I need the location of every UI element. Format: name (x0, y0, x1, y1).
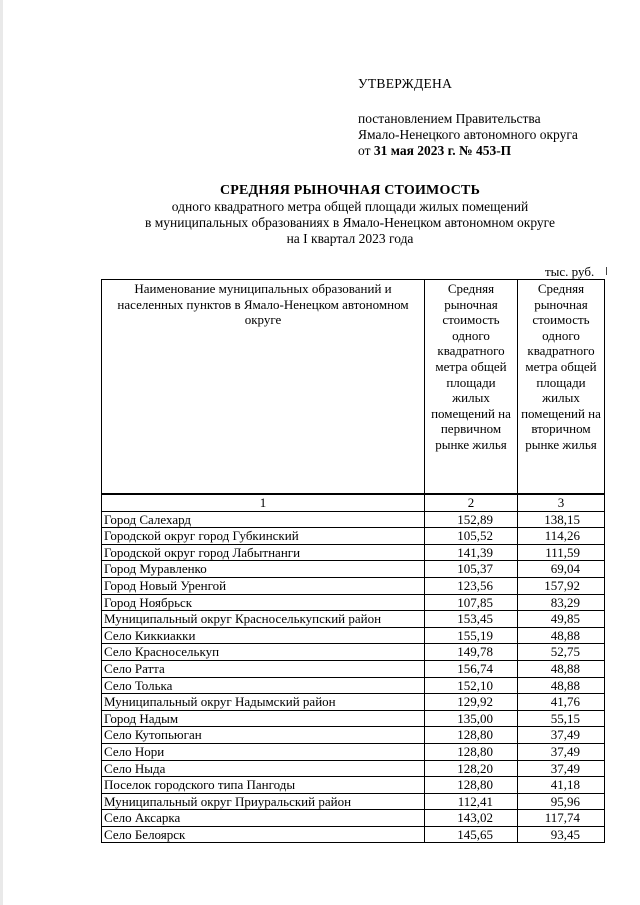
subtitle-line-2: в муниципальных образованиях в Ямало-Ненецком автономном округе (144, 215, 556, 230)
row-name: Село Кутопьюган (102, 727, 425, 744)
subtitle-line-1: одного квадратного метра общей площади жилых помещений (171, 199, 529, 214)
row-primary: 152,89 (425, 511, 518, 528)
table-row (102, 594, 605, 611)
table-row (102, 677, 605, 694)
row-secondary: 37,49 (518, 760, 605, 777)
table-row (102, 710, 605, 727)
row-primary: 135,00 (425, 710, 518, 727)
table-row (102, 777, 605, 794)
row-secondary: 117,74 (518, 810, 605, 827)
row-secondary: 48,88 (518, 677, 605, 694)
header-secondary: Средняя рыночная стоимость одного квадратного метра общей площади жилых помещений на вторичном рынке жилья (518, 280, 605, 495)
row-secondary: 52,75 (518, 644, 605, 661)
approval-line-2: Ямало-Ненецкого автономного округа (358, 127, 578, 142)
row-secondary: 157,92 (518, 577, 605, 594)
decree-line (358, 143, 578, 159)
price-table (101, 279, 605, 843)
approval-block (358, 76, 578, 159)
row-secondary: 37,49 (518, 743, 605, 760)
table-row (102, 627, 605, 644)
table-row (102, 561, 605, 578)
document-title: СРЕДНЯЯ РЫНОЧНАЯ СТОИМОСТЬ (219, 183, 481, 198)
table-row (102, 611, 605, 628)
row-secondary: 48,88 (518, 627, 605, 644)
row-name: Город Муравленко (102, 561, 425, 578)
table-row (102, 793, 605, 810)
units-label: тыс. руб. (545, 264, 595, 279)
table-row (102, 577, 605, 594)
row-primary: 155,19 (425, 627, 518, 644)
subtitle-line-3: на I квартал 2023 года (286, 231, 414, 246)
row-primary: 152,10 (425, 677, 518, 694)
row-primary: 129,92 (425, 694, 518, 711)
document-heading (100, 183, 600, 247)
row-secondary: 55,15 (518, 710, 605, 727)
approval-stamp: УТВЕРЖДЕНА (358, 76, 453, 91)
row-name: Город Ноябрьск (102, 594, 425, 611)
row-secondary: 111,59 (518, 544, 605, 561)
row-name: Село Ратта (102, 660, 425, 677)
row-primary: 123,56 (425, 577, 518, 594)
margin-mark (602, 267, 607, 275)
table-row (102, 511, 605, 528)
row-name: Город Салехард (102, 511, 425, 528)
row-secondary: 95,96 (518, 793, 605, 810)
row-secondary: 41,76 (518, 694, 605, 711)
row-secondary: 37,49 (518, 727, 605, 744)
row-secondary: 83,29 (518, 594, 605, 611)
table-row (102, 544, 605, 561)
row-name: Село Толька (102, 677, 425, 694)
row-primary: 153,45 (425, 611, 518, 628)
row-name: Город Надым (102, 710, 425, 727)
row-primary: 105,52 (425, 528, 518, 545)
row-primary: 149,78 (425, 644, 518, 661)
column-number: 3 (518, 494, 605, 511)
row-secondary: 41,18 (518, 777, 605, 794)
row-primary: 145,65 (425, 826, 518, 843)
table-row (102, 644, 605, 661)
row-secondary: 49,85 (518, 611, 605, 628)
row-primary: 112,41 (425, 793, 518, 810)
decree-date: 31 мая 2023 г. № 453-П (373, 143, 512, 158)
row-primary: 128,80 (425, 743, 518, 760)
row-primary: 128,80 (425, 727, 518, 744)
header-primary: Средняя рыночная стоимость одного квадратного метра общей площади жилых помещений на первичном рынке жилья (425, 280, 518, 495)
row-primary: 128,20 (425, 760, 518, 777)
row-secondary: 114,26 (518, 528, 605, 545)
row-primary: 141,39 (425, 544, 518, 561)
row-primary: 156,74 (425, 660, 518, 677)
decree-prefix: от (358, 143, 374, 158)
row-name: Село Аксарка (102, 810, 425, 827)
approval-line-1: постановлением Правительства (358, 111, 541, 126)
row-primary: 105,37 (425, 561, 518, 578)
table-row (102, 826, 605, 843)
table-header-row (102, 280, 605, 495)
table-row (102, 743, 605, 760)
row-name: Поселок городского типа Пангоды (102, 777, 425, 794)
column-number: 1 (102, 494, 425, 511)
row-name: Городской округ город Лабытнанги (102, 544, 425, 561)
row-name: Село Ныда (102, 760, 425, 777)
row-name: Село Красноселькуп (102, 644, 425, 661)
row-name: Муниципальный округ Приуральский район (102, 793, 425, 810)
table-row (102, 660, 605, 677)
row-name: Городской округ город Губкинский (102, 528, 425, 545)
row-secondary: 93,45 (518, 826, 605, 843)
column-number: 2 (425, 494, 518, 511)
table-row (102, 694, 605, 711)
table-row (102, 727, 605, 744)
row-name: Город Новый Уренгой (102, 577, 425, 594)
row-secondary: 48,88 (518, 660, 605, 677)
header-name: Наименование муниципальных образований и населенных пунктов в Ямало-Ненецком автономном округе (102, 280, 425, 495)
table-row (102, 528, 605, 545)
row-name: Село Нори (102, 743, 425, 760)
table-row (102, 810, 605, 827)
column-number-row (102, 494, 605, 511)
row-primary: 128,80 (425, 777, 518, 794)
page-edge (0, 0, 3, 905)
row-name: Село Белоярск (102, 826, 425, 843)
row-name: Муниципальный округ Красноселькупский район (102, 611, 425, 628)
table-body (102, 511, 605, 843)
row-primary: 143,02 (425, 810, 518, 827)
table-row (102, 760, 605, 777)
row-secondary: 138,15 (518, 511, 605, 528)
row-name: Село Киккиакки (102, 627, 425, 644)
row-name: Муниципальный округ Надымский район (102, 694, 425, 711)
row-primary: 107,85 (425, 594, 518, 611)
row-secondary: 69,04 (518, 561, 605, 578)
